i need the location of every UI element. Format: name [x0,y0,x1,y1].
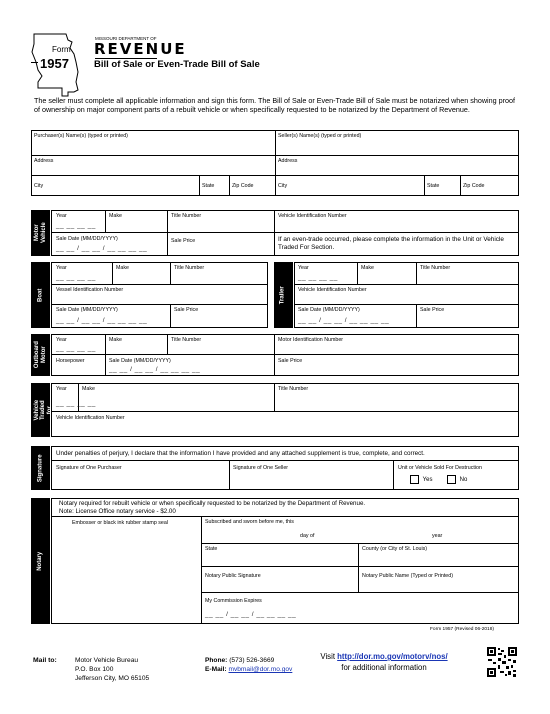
yes-label: Yes [422,477,433,484]
even-trade-note: If an even-trade occurred, please complete the information in the Unit or Vehicle Traded For Section. [278,236,504,251]
form-number: 1957 [40,56,69,71]
email-label: E-Mail: [205,665,227,673]
qr-code-icon[interactable] [486,646,518,678]
phone-number: (573) 526-3669 [229,657,275,664]
horsepower-field[interactable]: Horsepower [56,358,85,364]
seller-names-field[interactable]: Seller(s) Name(s) (typed or printed) [278,133,362,139]
boat-sale-date-blank: __ __ / __ __ / __ __ __ __ [56,317,148,324]
destruction-no-checkbox[interactable] [447,475,456,484]
traded-for-tab: Unit or Vehicle Traded for [31,383,50,437]
seller-signature-field[interactable]: Signature of One Seller [233,465,289,471]
purchaser-address-field[interactable]: Address [34,158,54,164]
commission-date-blank: __ __ / __ __ / __ __ __ __ [205,611,297,618]
seller-city-field[interactable]: City [278,183,288,189]
notary-county-field[interactable]: County (or City of St. Louis) [362,546,428,552]
mv-make-field[interactable]: Make [109,213,122,219]
notary-required-note [59,500,365,516]
phone-label: Phone: [205,657,228,664]
notary-fee-line: Note: License Office notary service - $2.00 [59,507,176,515]
mv-sale-price-field[interactable]: Sale Price [171,238,196,244]
no-label: No [459,477,468,484]
notary-required-line1: Notary required for rebuilt vehicle or when specifically requested to be notarized by the Department of Revenue. [59,500,366,507]
boat-make-field[interactable]: Make [116,265,129,271]
visit-label: Visit [320,652,335,661]
mailing-address-line2: P.O. Box 100 [75,665,114,673]
agency-small-text: MISSOURI DEPARTMENT OF [95,36,157,41]
purchaser-city-field[interactable]: City [34,183,44,189]
agency-logo-text: REVENUE [94,40,187,58]
motor-id-field[interactable]: Motor Identification Number [278,337,344,343]
mv-year-field[interactable]: Year [56,213,67,219]
seller-address-field[interactable]: Address [278,158,298,164]
mv-sale-date-field[interactable]: Sale Date (MM/DD/YYYY) [56,236,118,242]
boat-sale-price-field[interactable]: Sale Price [174,307,199,313]
boat-tab: Boat [31,262,50,328]
ob-sale-date-blank: __ __ / __ __ / __ __ __ __ [109,366,201,373]
mv-sale-date-blank: __ __ / __ __ / __ __ __ __ [56,245,148,252]
form-title: Bill of Sale or Even-Trade Bill of Sale [94,59,260,70]
destruction-yes-checkbox[interactable] [410,475,419,484]
seller-zip-field[interactable]: Zip Code [463,183,485,189]
form-word: Form [52,45,71,54]
tf-make-field[interactable]: Make [82,386,95,392]
purchaser-state-field[interactable]: State [202,183,215,189]
boat-year-blank: __ __ __ __ [56,274,96,281]
ob-year-field[interactable]: Year [56,337,67,343]
signature-tab: Signature [31,446,50,490]
notary-state-field[interactable]: State [205,546,218,552]
website-info [318,652,450,673]
motor-vehicle-tab: Motor Vehicle [31,210,50,256]
tf-title-number-field[interactable]: Title Number [278,386,309,392]
sold-for-destruction-label: Unit or Vehicle Sold For Destruction [398,465,482,471]
mv-vin-field[interactable]: Vehicle Identification Number [278,213,347,219]
ob-sale-price-field[interactable]: Sale Price [278,358,303,364]
trailer-year-field[interactable]: Year [298,265,309,271]
subscribed-sworn-label: Subscribed and sworn before me, this [205,519,294,525]
trailer-sale-date-field[interactable]: Sale Date (MM/DD/YYYY) [298,307,360,313]
tf-vin-field[interactable]: Vehicle Identification Number [56,415,125,421]
boat-sale-date-field[interactable]: Sale Date (MM/DD/YYYY) [56,307,118,313]
purchaser-signature-field[interactable]: Signature of One Purchaser [56,465,122,471]
destruction-yes-option[interactable] [410,475,432,484]
seller-state-field[interactable]: State [427,183,440,189]
email-line [205,666,292,675]
trailer-make-field[interactable]: Make [361,265,374,271]
trailer-vin-field[interactable]: Vehicle Identification Number [298,287,367,293]
contact-info [205,657,292,675]
mv-title-number-field[interactable]: Title Number [171,213,202,219]
notary-name-field[interactable]: Notary Public Name (Typed or Printed) [362,573,453,579]
purchaser-names-field[interactable]: Purchaser(s) Name(s) (typed or printed) [34,133,128,139]
form-revision: Form 1957 (Revised 06-2018) [430,627,494,632]
form-number-dash [31,62,38,63]
ob-make-field[interactable]: Make [109,337,122,343]
instructions-paragraph: The seller must complete all applicable information and sign this form. The Bill of Sale or Even-Trade Bill of Sale must be notarized when showing proof of ownership on major component parts of a rebuilt vehicle or when specifically requested to be notarized by the Department of Revenue. [34,96,516,115]
visit-line [318,652,450,663]
day-of-field[interactable]: day of [300,533,315,539]
ob-sale-date-field[interactable]: Sale Date (MM/DD/YYYY) [109,358,171,364]
perjury-statement: Under penalties of perjury, I declare that the information I have provided and any attached supplement is true, complete, and correct. [56,450,425,457]
tf-year-blank: __ __ __ __ [56,400,96,407]
trailer-year-blank: __ __ __ __ [298,274,338,281]
ob-title-number-field[interactable]: Title Number [171,337,202,343]
mail-to-label: Mail to: [33,657,57,664]
stamp-seal-area: Embosser or black ink rubber stamp seal [72,520,168,526]
trailer-tab: Trailer [274,262,293,328]
boat-title-number-field[interactable]: Title Number [174,265,205,271]
mailing-address [75,657,149,684]
email-link[interactable]: mvbmail@dor.mo.gov [228,665,293,673]
commission-expires-field[interactable]: My Commission Expires [205,598,262,604]
destruction-no-option[interactable] [447,475,467,484]
tf-year-field[interactable]: Year [56,386,67,392]
trailer-sale-date-blank: __ __ / __ __ / __ __ __ __ [298,317,390,324]
outboard-motor-tab: Outboard Motor [31,334,50,376]
trailer-sale-price-field[interactable]: Sale Price [420,307,445,313]
mailing-address-line1: Motor Vehicle Bureau [75,657,139,664]
mailing-address-line3: Jefferson City, MO 65105 [75,674,150,682]
website-link[interactable]: http://dor.mo.gov/motorv/nos/ [337,652,448,661]
notary-signature-field[interactable]: Notary Public Signature [205,573,261,579]
purchaser-zip-field[interactable]: Zip Code [232,183,254,189]
notary-tab: Notary [31,498,50,624]
ob-year-blank: __ __ __ __ [56,345,96,352]
vessel-id-field[interactable]: Vessel Identification Number [56,287,124,293]
notary-year-field[interactable]: year [432,533,443,539]
trailer-title-number-field[interactable]: Title Number [420,265,451,271]
boat-year-field[interactable]: Year [56,265,67,271]
additional-info-text: for additional information [341,662,427,672]
mv-year-blank: __ __ __ __ [56,222,96,229]
phone-line [205,657,292,666]
